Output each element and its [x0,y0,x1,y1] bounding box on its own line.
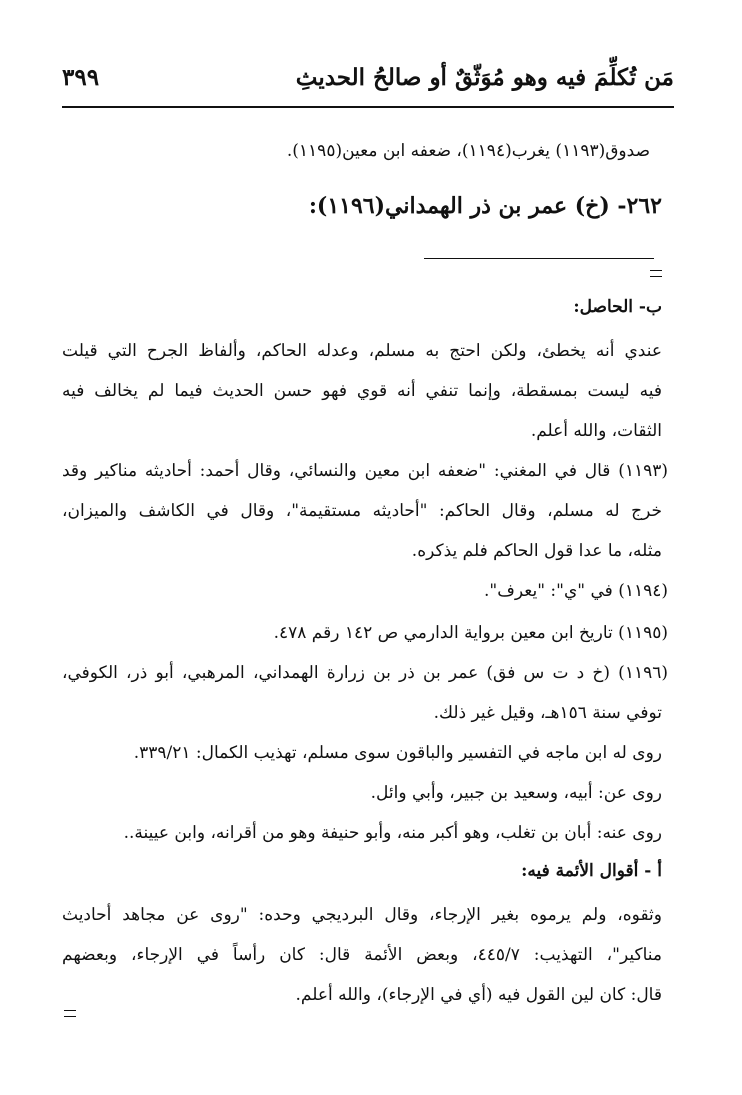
footnote-line: روى عنه: أبان بن تغلب، وهو أكبر منه، وأبو حنيفة وهو من أقرانه، وابن عيينة.. [123,823,662,843]
continuation-mark-bottom [64,1010,76,1017]
footnote-line: قال: كان لين القول فيه (أي في الإرجاء)، والله أعلم. [295,985,662,1005]
footnote-line: خرج له مسلم، وقال الحاكم: "أحاديثه مستقيمة"، وقال في الكاشف والميزان، [62,501,662,521]
paragraph-line: عندي أنه يخطئ، ولكن احتج به مسلم، وعدله الحاكم، وألفاظ الجرح التي قيلت [62,341,662,361]
section-heading-a: أ - أقوال الأئمة فيه: [521,861,662,881]
footnote-line: (١١٩٣) قال في المغني: "ضعفه ابن معين والنسائي، وقال أحمد: أحاديثه مناكير وقد [62,461,668,481]
text-line: صدوق(١١٩٣) يغرب(١١٩٤)، ضعفه ابن معين(١١٩٥). [286,141,650,161]
footnote-line: روى عن: أبيه، وسعيد بن جبير، وأبي وائل. [370,783,662,803]
footnote-line: مناكير"، التهذيب: ٤٤٥/٧، وبعض الأئمة قال: كان رأساً في الإرجاء، وبعضهم [62,945,663,965]
footnote-line: مثله، ما عدا قول الحاكم فلم يذكره. [411,541,662,561]
paragraph-line: فيه ليست بمسقطة، وإنما تنفي أنه قوي فهو حسن الحديث فيما لم يخالف فيه [62,381,662,401]
running-header [62,58,674,102]
entry-title: ٢٦٢- (خ) عمر بن ذر الهمداني(١١٩٦): [308,193,662,219]
footnote-line: (١١٩٦) (خ د ت س فق) عمر بن ذر بن زرارة الهمداني، المرهبي، أبو ذر، الكوفي، [62,663,668,683]
footnote-rule [424,258,654,259]
footnote-line: وثقوه، ولم يرموه بغير الإرجاء، وقال البرديجي وحده: "روى عن مجاهد أحاديث [62,905,662,925]
page-number: ٣٩٩ [62,64,100,91]
footnote-line: (١١٩٥) تاريخ ابن معين برواية الدارمي ص ١٤٢ رقم ٤٧٨. [273,623,668,643]
footnote-line: روى له ابن ماجه في التفسير والباقون سوى مسلم، تهذيب الكمال: ٣٣٩/٢١. [133,743,662,763]
running-header-title: مَن تُكلِّمَ فيه وهو مُوَثّقٌ أو صالحُ الحديثِ [295,64,674,91]
footnote-line: (١١٩٤) في "ي": "يعرف". [484,581,668,601]
continuation-mark [650,270,662,277]
footnote-line: توفي سنة ١٥٦هـ، وقيل غير ذلك. [433,703,662,723]
paragraph-line: الثقات، والله أعلم. [530,421,662,441]
section-heading-b: ب- الحاصل: [573,297,662,317]
header-rule [62,106,674,108]
